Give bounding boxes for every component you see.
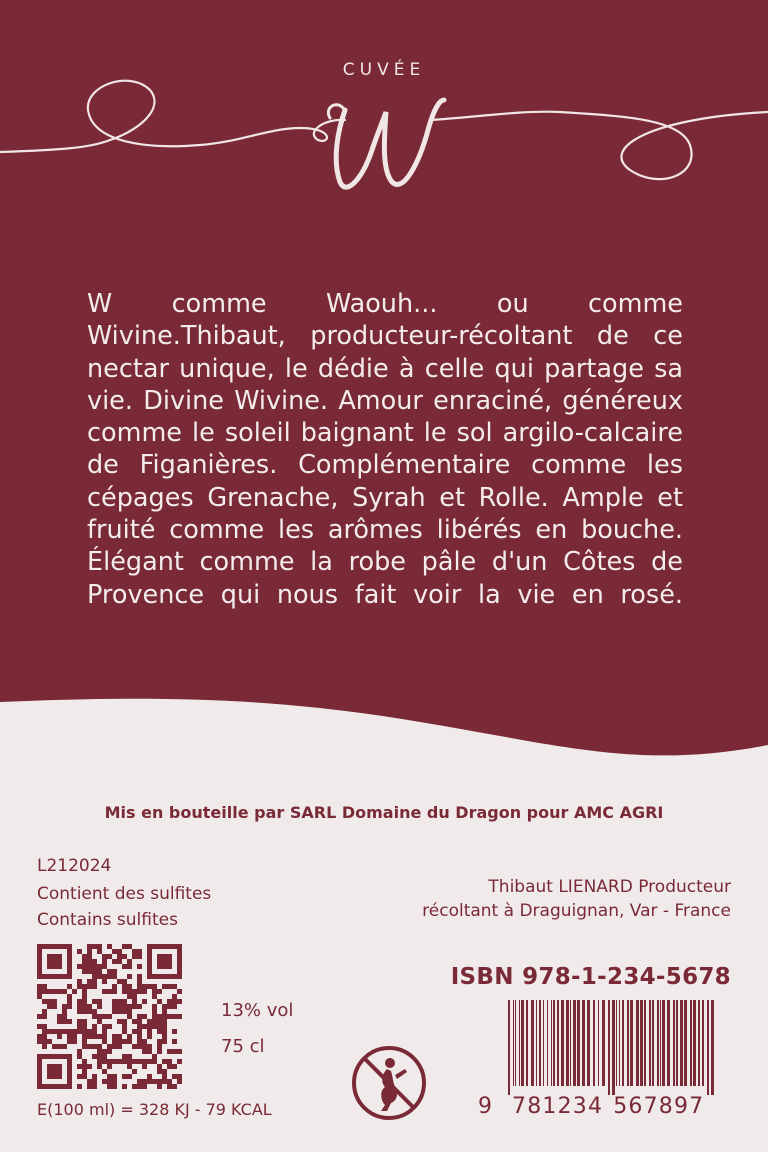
producer-line-1: Thibaut LIENARD Producteur <box>488 877 731 897</box>
story-paragraph: W comme Waouh... ou comme Wivine.Thibaut, producteur-récoltant de ce nectar unique, le dédie à celle qui partage sa vie. Divine Wivine. Amour enraciné, généreux comme le soleil baignant le sol argilo-calcaire de Figanières. Complémentaire comme les cépages Grenache, Syrah et Rolle. Ample et fruité comme les arômes libérés en bouche. Élégant comme la robe pâle d'un Côtes de Provence qui nous fait voir la vie en rosé. <box>87 289 683 610</box>
qr-code-icon[interactable] <box>37 944 182 1089</box>
bottle-volume: 75 cl <box>221 1036 265 1057</box>
producer-line-2: récoltant à Draguignan, Var - France <box>422 901 731 921</box>
sulfites-english: Contains sulfites <box>37 910 178 930</box>
cuvee-title: CUVÉE <box>342 60 426 80</box>
isbn-number: ISBN 978-1-234-5678 <box>450 964 731 990</box>
barcode-digits-right: 567897 <box>613 1094 705 1119</box>
bottler-statement: Mis en bouteille par SARL Domaine du Dragon pour AMC AGRI <box>104 803 664 822</box>
barcode-digits <box>478 1094 731 1119</box>
barcode-icon <box>478 1000 731 1095</box>
barcode-digit-first: 9 <box>478 1094 492 1119</box>
no-alcohol-pregnancy-icon <box>351 1045 427 1121</box>
barcode-digits-left: 781234 <box>512 1094 604 1119</box>
producer-info <box>422 875 731 923</box>
sulfites-french: Contient des sulfites <box>37 884 212 904</box>
lot-number: L212024 <box>37 856 112 876</box>
alcohol-content: 13% vol <box>221 1000 294 1021</box>
energy-value: E(100 ml) = 328 KJ - 79 KCAL <box>37 1100 272 1119</box>
